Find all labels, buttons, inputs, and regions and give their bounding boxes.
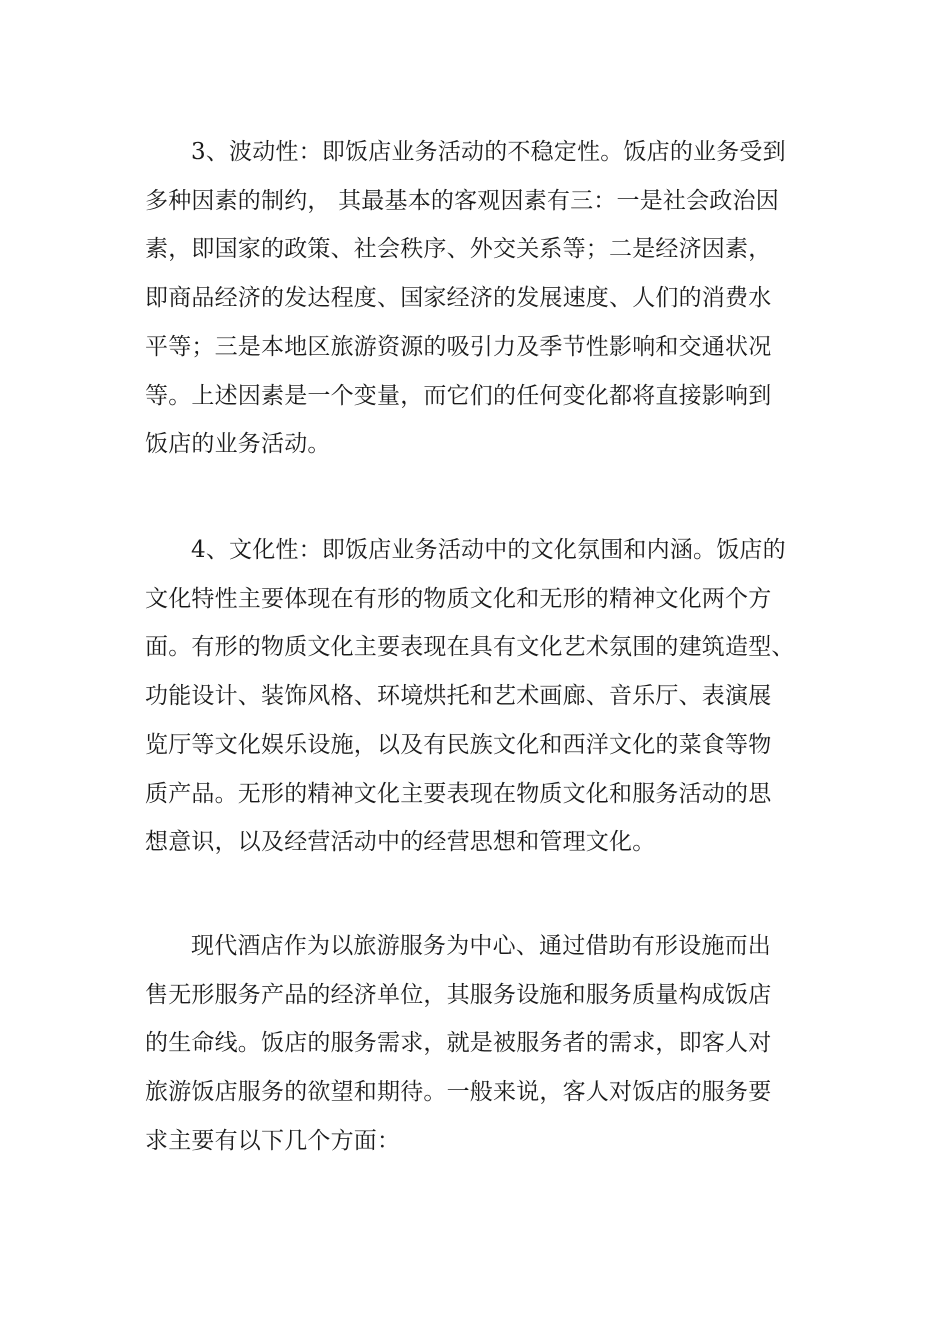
paragraph-line: 4、文化性：即饭店业务活动中的文化氛围和内涵。饭店的: [191, 537, 786, 563]
paragraph-line: 现代酒店作为以旅游服务为中心、通过借助有形设施而出: [191, 933, 771, 959]
paragraph-fluctuation: [145, 128, 810, 469]
paragraph-line: 旅游饭店服务的欲望和期待。一般来说，客人对饭店的服务要: [145, 1079, 772, 1106]
paragraph-line: 平等；三是本地区旅游资源的吸引力及季节性影响和交通状况: [145, 333, 772, 360]
paragraph-line: 的生命线。饭店的服务需求，就是被服务者的需求，即客人对: [145, 1030, 772, 1057]
paragraph-culture: [145, 526, 810, 867]
paragraph-line: 素，即国家的政策、社会秩序、外交关系等；二是经济因素，: [145, 236, 772, 263]
paragraph-line: 功能设计、装饰风格、环境烘托和艺术画廊、音乐厅、表演展: [145, 683, 772, 710]
paragraph-service-needs: [145, 922, 810, 1166]
paragraph-line: 质产品。无形的精神文化主要表现在物质文化和服务活动的思: [145, 780, 772, 807]
paragraph-line: 多种因素的制约， 其最基本的客观因素有三：一是社会政治因: [145, 187, 779, 214]
paragraph-line: 求主要有以下几个方面：: [145, 1127, 401, 1154]
paragraph-line: 面。有形的物质文化主要表现在具有文化艺术氛围的建筑造型、: [145, 634, 795, 661]
paragraph-line: 文化特性主要体现在有形的物质文化和无形的精神文化两个方: [145, 585, 772, 612]
paragraph-line: 售无形服务产品的经济单位，其服务设施和服务质量构成饭店: [145, 981, 772, 1008]
paragraph-line: 览厅等文化娱乐设施，以及有民族文化和西洋文化的菜食等物: [145, 731, 772, 758]
paragraph-line: 3、波动性：即饭店业务活动的不稳定性。饭店的业务受到: [191, 139, 786, 165]
paragraph-line: 饭店的业务活动。: [145, 431, 331, 458]
paragraph-line: 即商品经济的发达程度、国家经济的发展速度、人们的消费水: [145, 285, 772, 312]
paragraph-line: 等。上述因素是一个变量，而它们的任何变化都将直接影响到: [145, 382, 772, 409]
paragraph-line: 想意识，以及经营活动中的经营思想和管理文化。: [145, 829, 656, 856]
